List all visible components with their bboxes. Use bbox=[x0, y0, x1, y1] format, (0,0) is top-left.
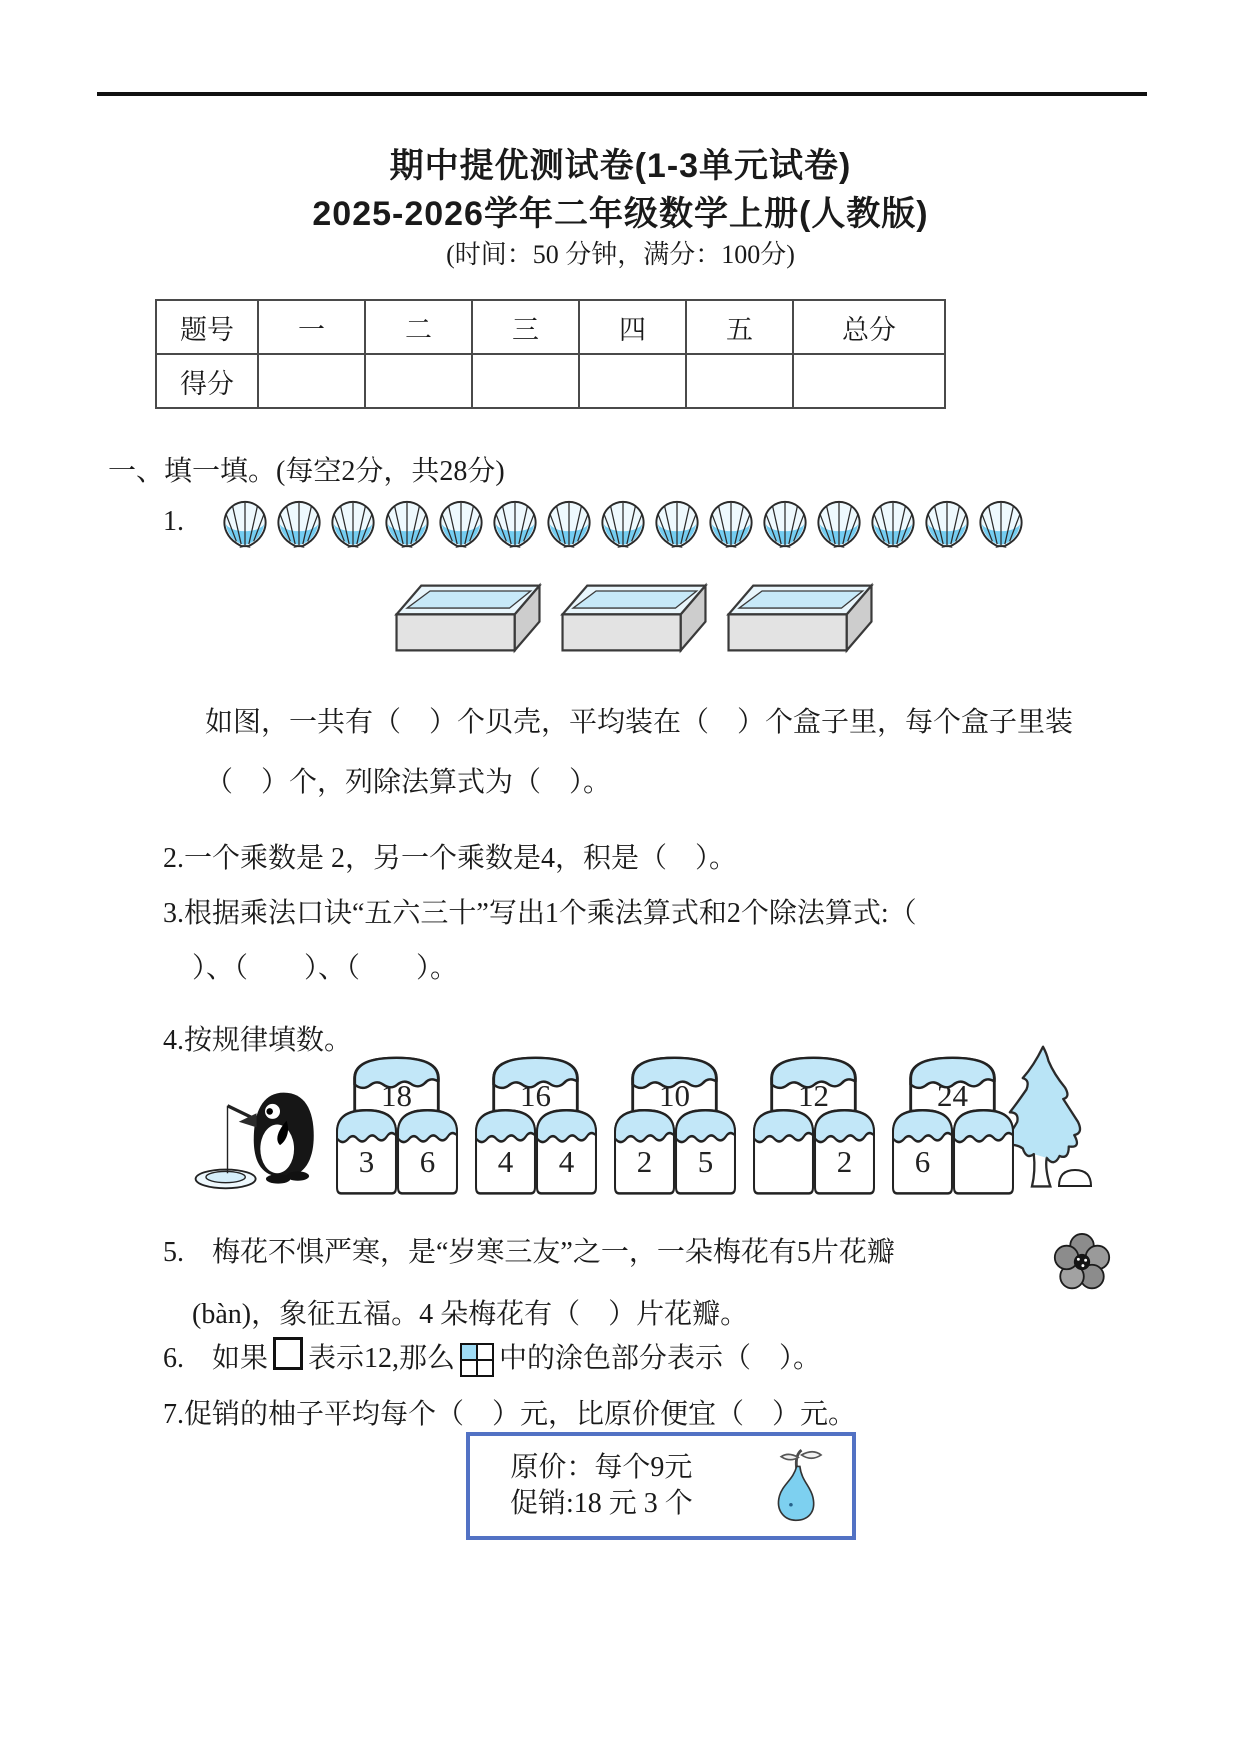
question6-suffix: 中的涂色部分表示（ ）。 bbox=[499, 1343, 822, 1374]
paper-subtitle: 2025-2026学年二年级数学上册(人教版) bbox=[312, 195, 929, 233]
shell-icon bbox=[598, 498, 648, 550]
shell-icon bbox=[976, 498, 1026, 550]
table-cell-part3: 三 bbox=[472, 300, 579, 354]
plum-flower-icon bbox=[1053, 1226, 1111, 1298]
table-cell-score4 bbox=[579, 354, 686, 408]
question1-number: 1. bbox=[163, 506, 184, 537]
shell-icon bbox=[706, 498, 756, 550]
igloo-right-number: 5 bbox=[697, 1144, 714, 1179]
igloo-left-number: 6 bbox=[914, 1144, 931, 1179]
igloo-top-number: 16 bbox=[520, 1078, 551, 1113]
igloo-bottom-left bbox=[472, 1102, 539, 1195]
shell-icon bbox=[436, 498, 486, 550]
igloo-groups bbox=[333, 1050, 1017, 1196]
table-cell-score1 bbox=[258, 354, 365, 408]
igloo-bottom-right bbox=[811, 1102, 878, 1195]
open-box-icon bbox=[725, 582, 875, 654]
score-table-score-row bbox=[156, 354, 945, 408]
shell-icon bbox=[868, 498, 918, 550]
igloo-bottom-right bbox=[950, 1102, 1017, 1195]
igloo-group bbox=[750, 1050, 878, 1196]
question4-label: 4.按规律填数。 bbox=[163, 1025, 353, 1056]
score-table-header-row bbox=[156, 300, 945, 354]
price-info-box bbox=[466, 1432, 856, 1540]
igloo-left-number: 4 bbox=[497, 1144, 514, 1179]
question6-prefix: 6. 如果 bbox=[163, 1343, 269, 1374]
question4-figure bbox=[185, 1048, 1095, 1198]
promo-price-line: 促销:18 元 3 个 bbox=[510, 1488, 693, 1519]
igloo-left-number: 3 bbox=[358, 1144, 375, 1179]
igloo-top-number: 10 bbox=[659, 1078, 690, 1113]
table-cell-total-label: 总分 bbox=[793, 300, 945, 354]
question3-line2: ）、（ ）、（ ）。 bbox=[192, 953, 459, 984]
igloo-group bbox=[472, 1050, 600, 1196]
question5-line1: 5. 梅花不惧严寒，是“岁寒三友”之一，一朵梅花有5片花瓣 bbox=[163, 1237, 895, 1268]
shells-row bbox=[220, 498, 1026, 550]
igloo-right-number: 4 bbox=[558, 1144, 575, 1179]
question5-line2: (bàn)，象征五福。4 朵梅花有（ ）片花瓣。 bbox=[192, 1299, 749, 1330]
empty-square-icon bbox=[273, 1337, 303, 1370]
shell-icon bbox=[652, 498, 702, 550]
paper-title: 期中提优测试卷(1-3单元试卷) bbox=[389, 147, 852, 185]
shell-icon bbox=[922, 498, 972, 550]
shell-icon bbox=[490, 498, 540, 550]
igloo-right-number: 2 bbox=[836, 1144, 853, 1179]
question7-text: 7.促销的柚子平均每个（ ）元，比原价便宜（ ）元。 bbox=[163, 1399, 857, 1430]
igloo-right-number: 6 bbox=[419, 1144, 436, 1179]
shell-icon bbox=[382, 498, 432, 550]
shell-icon bbox=[760, 498, 810, 550]
shell-icon bbox=[328, 498, 378, 550]
shell-icon bbox=[544, 498, 594, 550]
table-cell-score2 bbox=[365, 354, 472, 408]
question6-mid: 表示12,那么 bbox=[308, 1343, 456, 1374]
igloo-left-number: 2 bbox=[636, 1144, 653, 1179]
question1-line1: 如图，一共有（ ）个贝壳，平均装在（ ）个盒子里，每个盒子里装 bbox=[205, 707, 1074, 738]
open-box-icon bbox=[393, 582, 543, 654]
shell-icon bbox=[220, 498, 270, 550]
question3-line1: 3.根据乘法口诀“五六三十”写出1个乘法算式和2个除法算式:（ bbox=[163, 898, 917, 929]
igloo-bottom-right bbox=[394, 1102, 461, 1195]
igloo-bottom-right bbox=[672, 1102, 739, 1195]
igloo-bottom-right bbox=[533, 1102, 600, 1195]
igloo-group bbox=[611, 1050, 739, 1196]
igloo-bottom-left bbox=[611, 1102, 678, 1195]
shell-icon bbox=[814, 498, 864, 550]
original-price-line: 原价：每个9元 bbox=[510, 1452, 693, 1483]
score-table bbox=[155, 299, 946, 409]
time-score-meta: (时间：50 分钟，满分：100分) bbox=[446, 240, 795, 269]
fishing-penguin-icon bbox=[190, 1056, 340, 1194]
table-cell-score-total bbox=[793, 354, 945, 408]
table-cell-part2: 二 bbox=[365, 300, 472, 354]
table-cell-score5 bbox=[686, 354, 793, 408]
shell-icon bbox=[274, 498, 324, 550]
igloo-group bbox=[333, 1050, 461, 1196]
table-cell-part4: 四 bbox=[579, 300, 686, 354]
table-cell-score3 bbox=[472, 354, 579, 408]
table-cell-question-label: 题号 bbox=[156, 300, 258, 354]
igloo-top-number: 24 bbox=[937, 1078, 968, 1113]
open-box-icon bbox=[559, 582, 709, 654]
table-cell-score-label: 得分 bbox=[156, 354, 258, 408]
pear-icon bbox=[764, 1444, 826, 1528]
igloo-group bbox=[889, 1050, 1017, 1196]
question2-text: 2.一个乘数是 2，另一个乘数是4，积是（ ）。 bbox=[163, 843, 738, 874]
igloo-bottom-left bbox=[333, 1102, 400, 1195]
snow-mound-icon bbox=[1057, 1168, 1093, 1188]
question6-text bbox=[163, 1336, 821, 1377]
igloo-bottom-left bbox=[750, 1102, 817, 1195]
igloo-bottom-left bbox=[889, 1102, 956, 1195]
table-cell-part5: 五 bbox=[686, 300, 793, 354]
table-cell-part1: 一 bbox=[258, 300, 365, 354]
boxes-row bbox=[393, 582, 875, 654]
section-one-heading: 一、填一填。(每空2分，共28分) bbox=[108, 456, 505, 487]
igloo-top-number: 12 bbox=[798, 1078, 829, 1113]
question1-line2: （ ）个，列除法算式为（ ）。 bbox=[205, 767, 612, 798]
top-rule-divider bbox=[97, 92, 1147, 96]
igloo-top-number: 18 bbox=[381, 1078, 412, 1113]
shaded-grid-icon bbox=[460, 1343, 494, 1377]
price-text bbox=[510, 1450, 693, 1522]
